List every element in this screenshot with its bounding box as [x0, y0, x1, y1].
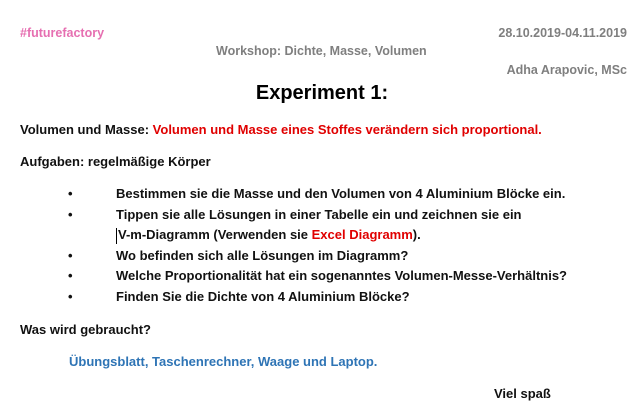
closing-text: Viel spaß [494, 386, 551, 401]
workshop-title: Workshop: Dichte, Masse, Volumen [216, 44, 427, 58]
volumen-masse-statement: Volumen und Masse eines Stoffes verändern sich proportional. [152, 122, 542, 137]
task-text: Tippen sie alle Lösungen in einer Tabelle ein und zeichnen sie ein [116, 206, 522, 222]
task-text: Bestimmen sie die Masse und den Volumen von 4 Aluminium Blöcke ein. [116, 186, 566, 201]
date-range: 28.10.2019-04.11.2019 [498, 26, 627, 40]
author-name: Adha Arapovic, MSc [506, 63, 627, 77]
aufgaben-heading: Aufgaben: regelmäßige Körper [20, 154, 211, 169]
task-text-part: ). [412, 227, 421, 242]
gebraucht-heading: Was wird gebraucht? [20, 322, 151, 337]
text-cursor [116, 228, 117, 244]
volumen-masse-line [20, 122, 542, 137]
task-text-continuation [116, 225, 421, 246]
task-text: Welche Proportionalität hat ein sogenanntes Volumen-Messe-Verhältnis? [116, 268, 567, 283]
bullet: • [68, 206, 73, 222]
bullet: • [68, 268, 73, 283]
bullet: • [68, 288, 73, 304]
materials-list: Übungsblatt, Taschenrechner, Waage und Laptop. [69, 354, 378, 369]
bullet: • [68, 186, 73, 201]
volumen-masse-label: Volumen und Masse: [20, 122, 153, 137]
excel-diagramm-highlight: Excel Diagramm [311, 227, 413, 242]
hashtag-label: #futurefactory [20, 26, 105, 40]
task-text: Wo befinden sich alle Lösungen im Diagramm? [116, 247, 409, 263]
bullet: • [68, 247, 73, 263]
page-title: Experiment 1: [255, 82, 389, 104]
task-text: Finden Sie die Dichte von 4 Aluminium Blöcke? [116, 288, 410, 304]
task-text-part: V-m-Diagramm (Verwenden sie [118, 227, 312, 242]
